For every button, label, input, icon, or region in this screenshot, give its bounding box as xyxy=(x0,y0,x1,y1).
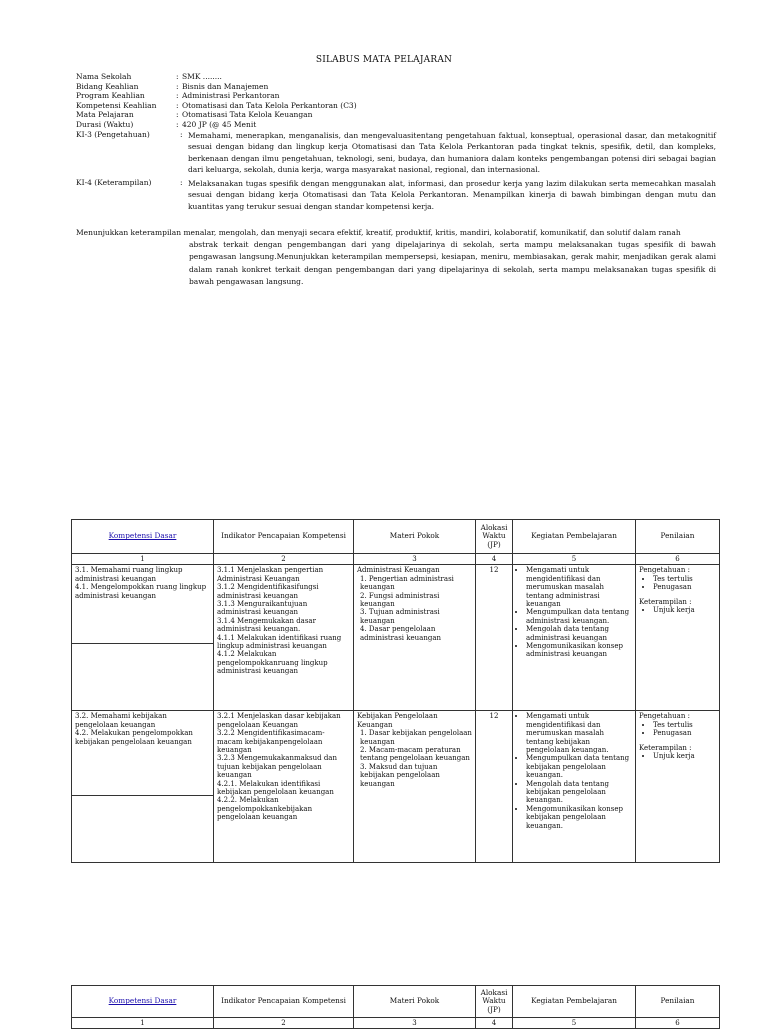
header-alokasi: Alokasi Waktu (JP) xyxy=(476,520,513,554)
meta-value: Otomatisasi dan Tata Kelola Perkantoran (C3) xyxy=(182,100,357,110)
syllabus-table-continued xyxy=(71,985,720,1029)
column-number: 2 xyxy=(214,1018,354,1029)
indikator-item: 4.1.1 Melakukan identifikasi ruang lingkup administrasi keuangan xyxy=(217,633,342,651)
meta-value: Bisnis dan Manajemen xyxy=(182,81,269,91)
meta-row-school xyxy=(76,72,716,82)
meta-label: Kompetensi Keahlian xyxy=(76,100,157,110)
ki3-colon: : xyxy=(180,129,183,139)
kegiatan-item: • Mengomunikasikan konsep administrasi keuangan xyxy=(526,642,632,659)
kd-text: 4.1. Mengelompokkan ruang lingkup administrasi keuangan xyxy=(75,583,207,600)
ki4-label: KI-4 (Keterampilan) xyxy=(76,177,152,187)
ki4-text: Melaksanakan tugas spesifik dengan menggunakan alat, informasi, dan prosedur kerja yang lazim dilakukan serta memecahkan masalah sesuai dengan bidang kerja Otomatisasi dan Tata Kelola Perkantoran. Menampilkan kinerja di bawah bimbingan dengan mutu dan kuantitas yang terukur sesuai dengan standar kompetensi kerja. xyxy=(188,178,716,211)
penilaian-item: • Tes tertulis xyxy=(653,721,716,729)
meta-row-subject xyxy=(76,110,716,120)
header-materi: Materi Pokok xyxy=(354,520,476,554)
column-number-row xyxy=(72,1018,720,1029)
kegiatan-item: • Mengumpulkan data tentang kebijakan pengelolaan keuangan. xyxy=(526,754,632,779)
header-kegiatan: Kegiatan Pembelajaran xyxy=(513,986,636,1018)
indikator-item: 4.2.1. Melakukan identifikasi kebijakan pengelolaan keuangan xyxy=(217,779,334,797)
syllabus-table xyxy=(71,519,720,863)
meta-colon: : xyxy=(176,81,179,91)
meta-row-competency xyxy=(76,101,716,111)
indikator-item: 4.1.2 Melakukan pengelompokkanruang lingkup administrasi keuangan xyxy=(217,650,328,676)
meta-row-duration xyxy=(76,120,716,130)
meta-label: Durasi (Waktu) xyxy=(76,119,134,129)
materi-item: 2. Fungsi administrasi keuangan xyxy=(360,591,440,609)
column-number: 6 xyxy=(636,554,720,565)
header-alokasi: Alokasi Waktu (JP) xyxy=(476,986,513,1018)
meta-value: SMK ........ xyxy=(182,72,222,81)
document-title: SILABUS MATA PELAJARAN xyxy=(315,55,453,65)
penilaian-label: Pengetahuan : xyxy=(639,712,690,721)
materi-title: Kebijakan Pengelolaan Keuangan xyxy=(357,712,438,729)
kegiatan-item: • Mengolah data tentang kebijakan pengelolaan keuangan. xyxy=(526,780,632,805)
header-link[interactable]: Kompetensi Dasar xyxy=(108,996,177,1006)
materi-item: 1. Pengertian administrasi keuangan xyxy=(360,574,454,592)
keterampilan-paragraph xyxy=(76,227,716,288)
column-number-row xyxy=(72,554,720,565)
table-row xyxy=(72,711,720,863)
kegiatan-item: • Mengamati untuk mengidentifikasi dan merumuskan masalah tentang administrasi keuangan xyxy=(526,566,632,608)
materi-item: 4. Dasar pengelolaan administrasi keuangan xyxy=(360,625,441,642)
header-indikator: Indikator Pencapaian Kompetensi xyxy=(214,986,354,1018)
keterampilan-continued: abstrak terkait dengan pengembangan dari yang dipelajarinya di sekolah, serta mampu melaksanakan tugas spesifik di bawah pengawasan langsung.Menunjukkan keterampilan mempersepsi, kesiapan, meniru, membiasakan, gerak mahir, menjadikan gerak alami dalam ranah konkret terkait dengan pengembangan dari yang dipelajarinya di sekolah, serta mampu melaksanakan tugas spesifik di bawah pengawasan langsung. xyxy=(189,240,716,286)
penilaian-item: • Penugasan xyxy=(653,583,716,591)
materi-item: 1. Dasar kebijakan pengelolaan keuangan xyxy=(360,729,472,746)
header-kegiatan: Kegiatan Pembelajaran xyxy=(513,520,636,554)
meta-colon: : xyxy=(176,110,179,120)
alokasi-cell: 12 xyxy=(476,565,513,711)
alokasi-cell: 12 xyxy=(476,711,513,863)
meta-value: Otomatisasi Tata Kelola Keuangan xyxy=(182,110,313,120)
column-number: 5 xyxy=(513,554,636,565)
table-header-row xyxy=(72,520,720,554)
column-number: 3 xyxy=(354,1018,476,1029)
penilaian-cell xyxy=(636,711,720,863)
column-number: 3 xyxy=(354,554,476,565)
meta-colon: : xyxy=(176,91,179,101)
ki3-label: KI-3 (Pengetahuan) xyxy=(76,129,150,139)
indikator-cell xyxy=(214,565,354,711)
indikator-cell xyxy=(214,711,354,863)
kegiatan-item: • Mengamati untuk mengidentifikasi dan merumuskan masalah tentang kebijakan pengelolaan keuangan. xyxy=(526,712,632,754)
meta-label: Nama Sekolah xyxy=(76,72,132,81)
meta-label: Program Keahlian xyxy=(76,91,145,101)
penilaian-item: • Penugasan xyxy=(653,729,716,737)
column-number: 4 xyxy=(476,554,513,565)
penilaian-item: • Tes tertulis xyxy=(653,575,716,583)
meta-colon: : xyxy=(176,119,179,129)
kd-text: 4.2. Melakukan pengelompokkan kebijakan pengelolaan keuangan xyxy=(75,729,193,746)
kd-cell xyxy=(72,711,214,863)
meta-value: Administrasi Perkantoran xyxy=(182,91,280,101)
ki4-row xyxy=(76,178,716,213)
penilaian-label: Pengetahuan : xyxy=(639,566,690,575)
table-header-row xyxy=(72,986,720,1018)
header-penilaian: Penilaian xyxy=(636,520,720,554)
indikator-item: 3.1.1 Menjelaskan pengertian Administrasi Keuangan xyxy=(217,566,324,583)
indikator-item: 3.2.3 Mengemukakanmaksud dan tujuan kebijakan pengelolaan keuangan xyxy=(217,754,337,780)
materi-cell xyxy=(354,711,476,863)
materi-item: 2. Macam-macam peraturan tentang pengelolaan keuangan xyxy=(360,746,470,763)
meta-value: 420 JP (@ 45 Menit xyxy=(182,119,257,129)
meta-label: Bidang Keahlian xyxy=(76,81,139,91)
indikator-item: 3.2.1 Menjelaskan dasar kebijakan pengelolaan Keuangan xyxy=(217,712,341,729)
kegiatan-cell xyxy=(513,711,636,863)
header-penilaian: Penilaian xyxy=(636,986,720,1018)
meta-row-program xyxy=(76,91,716,101)
column-number: 1 xyxy=(72,554,214,565)
materi-cell xyxy=(354,565,476,711)
header-link[interactable]: Kompetensi Dasar xyxy=(108,531,177,541)
column-number: 5 xyxy=(513,1018,636,1029)
kd-cell xyxy=(72,565,214,711)
kd-divider xyxy=(72,643,213,644)
kd-text: 3.2. Memahami kebijakan pengelolaan keuangan xyxy=(75,712,167,729)
header-kompetensi-dasar[interactable] xyxy=(72,520,214,554)
kegiatan-item: • Mengomunikasikan konsep kebijakan pengelolaan keuangan. xyxy=(526,805,632,830)
course-meta xyxy=(76,72,716,212)
keterampilan-lead: Menunjukkan keterampilan xyxy=(76,228,182,237)
ki3-row xyxy=(76,130,716,176)
header-indikator: Indikator Pencapaian Kompetensi xyxy=(214,520,354,554)
column-number: 6 xyxy=(636,1018,720,1029)
ki3-text: Memahami, menerapkan, menganalisis, dan mengevaluasitentang pengetahuan faktual, konseptual, operasional dasar, dan metakognitif sesuai dengan bidang dan lingkup kerja Otomatisasi dan Tata Kelola Perkantoran pada tingkat teknis, spesifik, detil, dan kompleks, berkenaan dengan ilmu pengetahuan, teknologi, seni, budaya, dan humaniora dalam konteks pengembangan potensi diri sebagai bagian dari keluarga, sekolah, dunia kerja, warga masyarakat nasional, regional, dan internasional. xyxy=(188,130,716,175)
indikator-item: 3.1.3 Menguraikantujuan administrasi keuangan xyxy=(217,600,308,617)
keterampilan-first-line: menalar, mengolah, dan menyaji secara efektif, kreatif, produktif, kritis, mandiri, kolaboratif, komunikatif, dan solutif dalam ranah xyxy=(183,228,681,237)
penilaian-item: • Unjuk kerja xyxy=(653,606,716,614)
meta-label: Mata Pelajaran xyxy=(76,110,134,120)
meta-colon: : xyxy=(176,100,179,110)
indikator-item: 4.2.2. Melakukan pengelompokkankebijakan pengelolaan keuangan xyxy=(217,796,313,822)
header-materi: Materi Pokok xyxy=(354,986,476,1018)
penilaian-item: • Unjuk kerja xyxy=(653,752,716,760)
column-number: 4 xyxy=(476,1018,513,1029)
kd-text: 3.1. Memahami ruang lingkup administrasi keuangan xyxy=(75,566,183,583)
materi-item: 3. Maksud dan tujuan kebijakan pengelolaan keuangan xyxy=(360,762,440,788)
indikator-item: 3.2.2 Mengidentifikasimacam-macam kebijakanpengelolaan keuangan xyxy=(217,729,325,755)
materi-item: 3. Tujuan administrasi keuangan xyxy=(360,608,440,625)
kegiatan-item: • Mengolah data tentang administrasi keuangan xyxy=(526,625,632,642)
indikator-item: 3.1.4 Mengemukakan dasar administrasi keuangan. xyxy=(217,616,316,634)
meta-row-field xyxy=(76,82,716,92)
table-row xyxy=(72,565,720,711)
penilaian-label: Keterampilan : xyxy=(639,597,692,606)
kegiatan-cell xyxy=(513,565,636,711)
materi-title: Administrasi Keuangan xyxy=(357,566,440,575)
penilaian-label: Keterampilan : xyxy=(639,743,692,752)
kegiatan-item: • Mengumpulkan data tentang administrasi keuangan. xyxy=(526,608,632,625)
penilaian-cell xyxy=(636,565,720,711)
column-number: 2 xyxy=(214,554,354,565)
kd-divider xyxy=(72,795,213,796)
meta-colon: : xyxy=(176,72,179,81)
ki4-colon: : xyxy=(180,177,183,187)
header-kompetensi-dasar[interactable] xyxy=(72,986,214,1018)
indikator-item: 3.1.2 Mengidentifikasifungsi administrasi keuangan xyxy=(217,583,319,600)
column-number: 1 xyxy=(72,1018,214,1029)
